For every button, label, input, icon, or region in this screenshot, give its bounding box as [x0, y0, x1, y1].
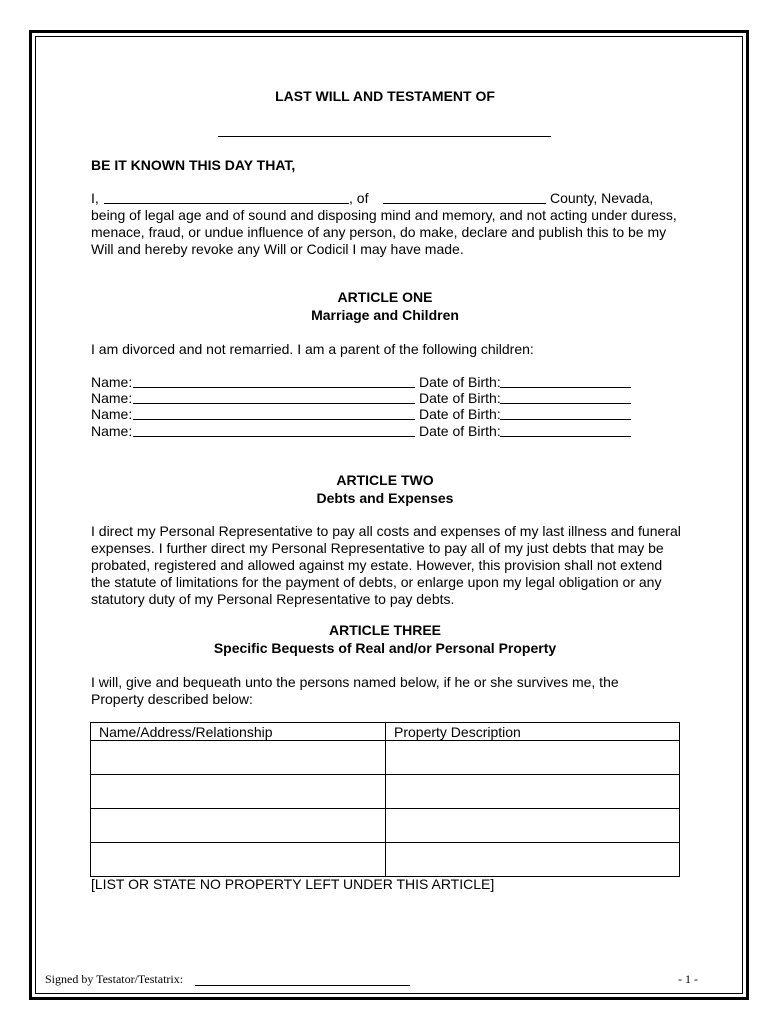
child-dob-field[interactable]: [500, 387, 631, 388]
article-three-subheading: Specific Bequests of Real and/or Personal Property: [213, 640, 557, 656]
beneficiary-cell[interactable]: [91, 809, 386, 843]
child-dob-label: Date of Birth:: [419, 406, 501, 422]
intro-line-4: Will and hereby revoke any Will or Codicil I may have made.: [91, 241, 464, 257]
article-two-line: probated, registered and allowed against my estate. However, this provision shall not extend: [91, 557, 663, 573]
article-two-line: the statute of limitations for the payment of debts, or enlarge upon my legal obligation or any: [91, 574, 662, 590]
property-cell[interactable]: [386, 809, 680, 843]
intro-line-2: being of legal age and of sound and disposing mind and memory, and not acting under duress,: [91, 207, 677, 223]
article-three-line-2: Property described below:: [91, 691, 253, 707]
article-two-line: I direct my Personal Representative to pay all costs and expenses of my last illness and funeral: [91, 523, 681, 539]
bequests-table: [90, 722, 680, 877]
beneficiary-cell[interactable]: [91, 843, 386, 877]
testator-name-field[interactable]: [218, 136, 551, 137]
article-three-note: [LIST OR STATE NO PROPERTY LEFT UNDER THIS ARTICLE]: [91, 876, 495, 892]
intro-county: County, Nevada,: [550, 190, 654, 206]
child-dob-label: Date of Birth:: [419, 423, 501, 439]
page-number: - 1 -: [678, 972, 698, 986]
article-two-line: expenses. I further direct my Personal Representative to pay all of my just debts that may be: [91, 540, 664, 556]
signature-label: Signed by Testator/Testatrix:: [45, 972, 184, 986]
table-header-row: [91, 723, 680, 741]
child-name-label: Name:: [91, 423, 133, 439]
article-one-heading: ARTICLE ONE: [337, 289, 433, 305]
beneficiary-cell[interactable]: [91, 741, 386, 775]
article-two-line: statutory duty of my Personal Representative to pay debts.: [91, 591, 455, 607]
intro-line-3: menace, fraud, or undue influence of any person, do make, declare and publish this to be my: [91, 224, 667, 240]
table-row: [91, 775, 680, 809]
article-one-subheading: Marriage and Children: [311, 307, 459, 323]
table-row: [91, 843, 680, 877]
article-one-text: I am divorced and not remarried. I am a parent of the following children:: [91, 341, 534, 357]
article-three-line-1: I will, give and bequeath unto the persons named below, if he or she survives me, the: [91, 674, 619, 690]
intro-of: , of: [349, 190, 369, 206]
property-cell[interactable]: [386, 843, 680, 877]
child-name-field[interactable]: [133, 436, 415, 437]
child-dob-field[interactable]: [500, 403, 631, 404]
child-dob-label: Date of Birth:: [419, 390, 501, 406]
child-dob-field[interactable]: [500, 436, 631, 437]
child-name-field[interactable]: [133, 419, 415, 420]
child-name-label: Name:: [91, 406, 133, 422]
child-name-field[interactable]: [133, 403, 415, 404]
article-two-subheading: Debts and Expenses: [316, 490, 454, 506]
column-header-name: Name/Address/Relationship: [91, 723, 386, 741]
child-name-field[interactable]: [133, 387, 415, 388]
article-three-heading: ARTICLE THREE: [329, 622, 441, 638]
table-row: [91, 809, 680, 843]
property-cell[interactable]: [386, 741, 680, 775]
child-dob-field[interactable]: [500, 419, 631, 420]
property-cell[interactable]: [386, 775, 680, 809]
beneficiary-cell[interactable]: [91, 775, 386, 809]
child-name-label: Name:: [91, 390, 133, 406]
child-name-label: Name:: [91, 374, 133, 390]
signature-field[interactable]: [195, 985, 410, 986]
county-field[interactable]: [383, 203, 546, 204]
article-two-heading: ARTICLE TWO: [336, 472, 434, 488]
intro-i: I,: [91, 190, 99, 206]
table-row: [91, 741, 680, 775]
testator-full-name-field[interactable]: [104, 203, 349, 204]
column-header-property: Property Description: [386, 723, 680, 741]
opening-statement: BE IT KNOWN THIS DAY THAT,: [91, 157, 296, 173]
document-title: LAST WILL AND TESTAMENT OF: [275, 88, 495, 104]
child-dob-label: Date of Birth:: [419, 374, 501, 390]
